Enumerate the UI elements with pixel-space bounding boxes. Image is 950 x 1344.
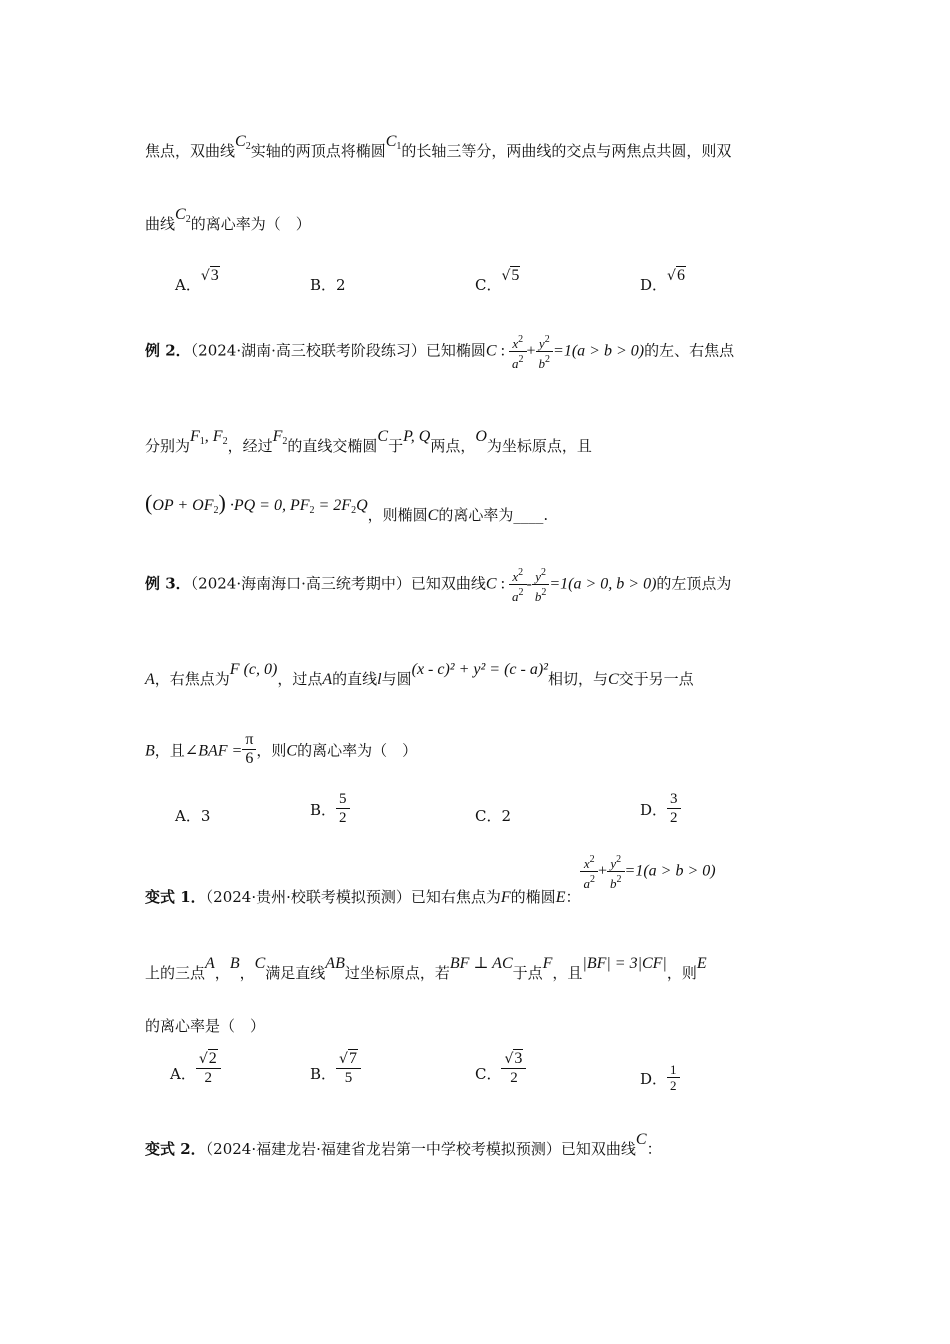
fraction-y2-b2: $\frac{y^2}{b^2}$ [607,852,625,891]
option-a: A． $\frac{√2}{2}$ [170,1050,221,1087]
math-c2: $C_2$ [235,133,251,152]
example-2-line-2: 分别为$F_1$, $F_2$，经过$F_2$的直线交椭圆C于P, Q两点，O为坐标原点，且 [145,428,592,455]
sqrt: √6 [667,267,685,284]
text: 曲线 [145,215,176,233]
fraction-x2-a2: $\frac{x^2}{a^2}$ [509,332,527,371]
fraction-x2-a2: $\frac{x^2}{a^2}$ [509,565,527,604]
answer-blank[interactable]: ____ [513,506,544,524]
text: 的左、右焦点 [644,341,735,360]
example-3-line-1: 例 3．（2024·海南海口·高三统考期中）已知双曲线C : $\frac{x^2}{a^2}$ - $\frac{y^2}{b^2}$ =1(a > 0, b > 0)的左顶点为 [145,567,732,604]
example-label: 例 3． [145,574,191,593]
text: 的长轴三等分，两曲线的交点与两焦点共圆，则双 [401,142,732,160]
option-b: B． $\frac{5}{2}$ [310,790,350,827]
option-b: B．2 [310,276,346,294]
fraction-y2-b2: $\frac{y^2}{b^2}$ [536,332,554,371]
example-3-line-3: B，且∠BAF = $\frac{\pi}{6}$ ，则C的离心率为（ ） [145,731,418,767]
variant-1-line-3: 的离心率是（ ） [145,1017,266,1035]
variant-label: 变式 1． [145,887,206,906]
option-d: D．√6 [640,267,685,294]
sqrt: √3 [200,267,219,284]
variant-2-line-1: 变式 2．（2024·福建龙岩·福建省龙岩第一中学校考模拟预测）已知双曲线C： [145,1131,662,1158]
fraction-pi-6: $\frac{\pi}{6}$ [242,731,256,768]
option-d: D． $\frac{3}{2}$ [640,790,681,827]
fraction-x2-a2: $\frac{x^2}{a^2}$ [580,852,598,891]
example-2-line-3: $(OP + OF_2) \cdot PQ = 0$, $PF_2 = 2F_2Q$，则椭圆C的离心率为____. [145,490,549,524]
example-label: 例 2． [145,341,191,360]
option-c: C．2 [475,807,512,825]
variant-1-line-2: 上的三点A，B，C满足直线AB过坐标原点，若BF ⊥ AC于点F，且|BF| = 3|CF|，则E [145,955,707,982]
fraction-y2-b2: $\frac{y^2}{b^2}$ [532,565,550,604]
option-a: A．√3 [175,267,219,294]
sqrt: √5 [501,267,520,284]
variant-1-line-1: 变式 1．（2024·贵州·校联考模拟预测）已知右焦点为F的椭圆E： $\frac{x^2}{a^2}$ + $\frac{y^2}{b^2}$ =1(a > b > 0) [145,854,716,906]
math-c2: $C_2$ [175,206,191,225]
variant-label: 变式 2． [145,1140,206,1158]
example-3-line-2: A，右焦点为F (c, 0)，过点A的直线l与圆(x - c)² + y² = (c - a)²相切，与C交于另一点 [145,661,694,688]
option-b: B． $\frac{√7}{5}$ [310,1050,361,1087]
math-c1: $C_1$ [385,133,402,152]
text: （2024·湖南·高三校联考阶段练习）已知椭圆 [190,341,486,360]
option-a: A．3 [175,807,211,825]
option-c: C． $\frac{√3}{2}$ [475,1050,526,1087]
text-line [145,206,311,235]
text: 的离心率为（ ） [190,215,311,233]
option-c: C．√5 [475,267,520,294]
example-2-line-1: 例 2．（2024·湖南·高三校联考阶段练习）已知椭圆C : $\frac{x^2}{a^2}$ + $\frac{y^2}{b^2}$ =1(a > b > 0)的左、右焦点 [145,334,735,371]
option-d: D． $\frac{1}{2}$ [640,1062,680,1093]
text: 焦点，双曲线 [145,142,236,160]
text: 实轴的两顶点将椭圆 [250,142,386,160]
text-line [145,133,732,162]
